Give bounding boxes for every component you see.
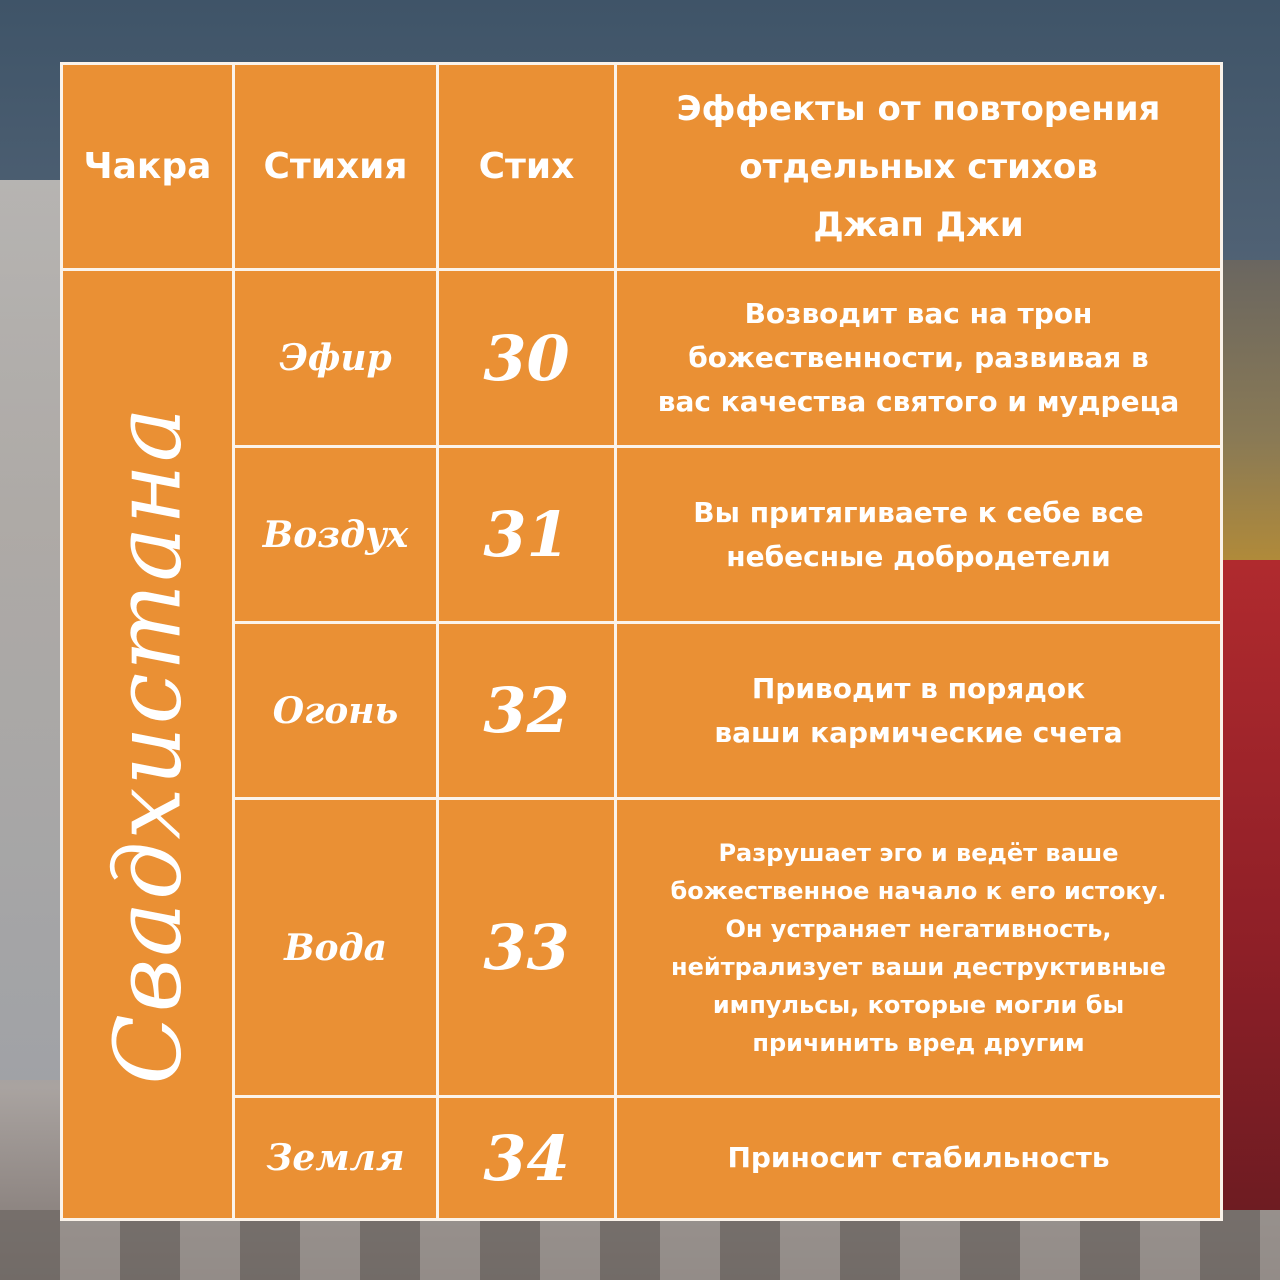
table-row	[62, 270, 1222, 447]
header-effects-line: Эффекты от повторения	[676, 88, 1161, 129]
effect-line: Он устраняет негативность,	[725, 914, 1112, 943]
verse-cell: 33	[438, 799, 616, 1097]
element-cell: Огонь	[234, 623, 438, 799]
element-cell: Воздух	[234, 447, 438, 623]
verse-cell: 32	[438, 623, 616, 799]
element-cell: Эфир	[234, 270, 438, 447]
effect-line: импульсы, которые могли бы	[712, 990, 1125, 1019]
effect-line: Приносит стабильность	[727, 1141, 1110, 1174]
header-chakra: Чакра	[62, 64, 234, 270]
effect-cell	[616, 623, 1222, 799]
verse-cell: 31	[438, 447, 616, 623]
chakra-table	[60, 62, 1223, 1221]
effect-cell	[616, 270, 1222, 447]
effect-line: божественное начало к его истоку.	[670, 876, 1167, 905]
background-dome	[1218, 260, 1280, 560]
effect-line: Приводит в порядок	[751, 671, 1086, 705]
table-row	[62, 799, 1222, 1097]
effect-cell	[616, 447, 1222, 623]
effect-line: Возводит вас на трон	[744, 297, 1093, 330]
chakra-name: Свадхистана	[94, 404, 201, 1085]
header-effects-line: Джап Джи	[813, 204, 1024, 245]
effect-cell	[616, 799, 1222, 1097]
table-row	[62, 623, 1222, 799]
header-effects	[616, 64, 1222, 270]
effect-line: нейтрализует ваши деструктивные	[671, 952, 1166, 981]
effect-line: ваши кармические счета	[714, 715, 1123, 749]
background-red-dress	[1218, 560, 1280, 1210]
verse-cell: 34	[438, 1097, 616, 1220]
header-verse: Стих	[438, 64, 616, 270]
effect-cell	[616, 1097, 1222, 1220]
effect-line: небесные добродетели	[726, 539, 1111, 573]
effect-line: Вы притягиваете к себе все	[693, 495, 1144, 529]
effect-line: божественности, развивая в	[688, 341, 1149, 374]
chakra-cell	[62, 270, 234, 1220]
table-row	[62, 447, 1222, 623]
header-element: Стихия	[234, 64, 438, 270]
header-row	[62, 64, 1222, 270]
verse-cell: 30	[438, 270, 616, 447]
table-row	[62, 1097, 1222, 1220]
effect-line: причинить вред другим	[752, 1028, 1085, 1057]
element-cell: Вода	[234, 799, 438, 1097]
effect-line: Разрушает эго и ведёт ваше	[718, 838, 1119, 867]
effect-line: вас качества святого и мудреца	[657, 385, 1180, 418]
header-effects-line: отдельных стихов	[739, 146, 1098, 187]
element-cell: Земля	[234, 1097, 438, 1220]
